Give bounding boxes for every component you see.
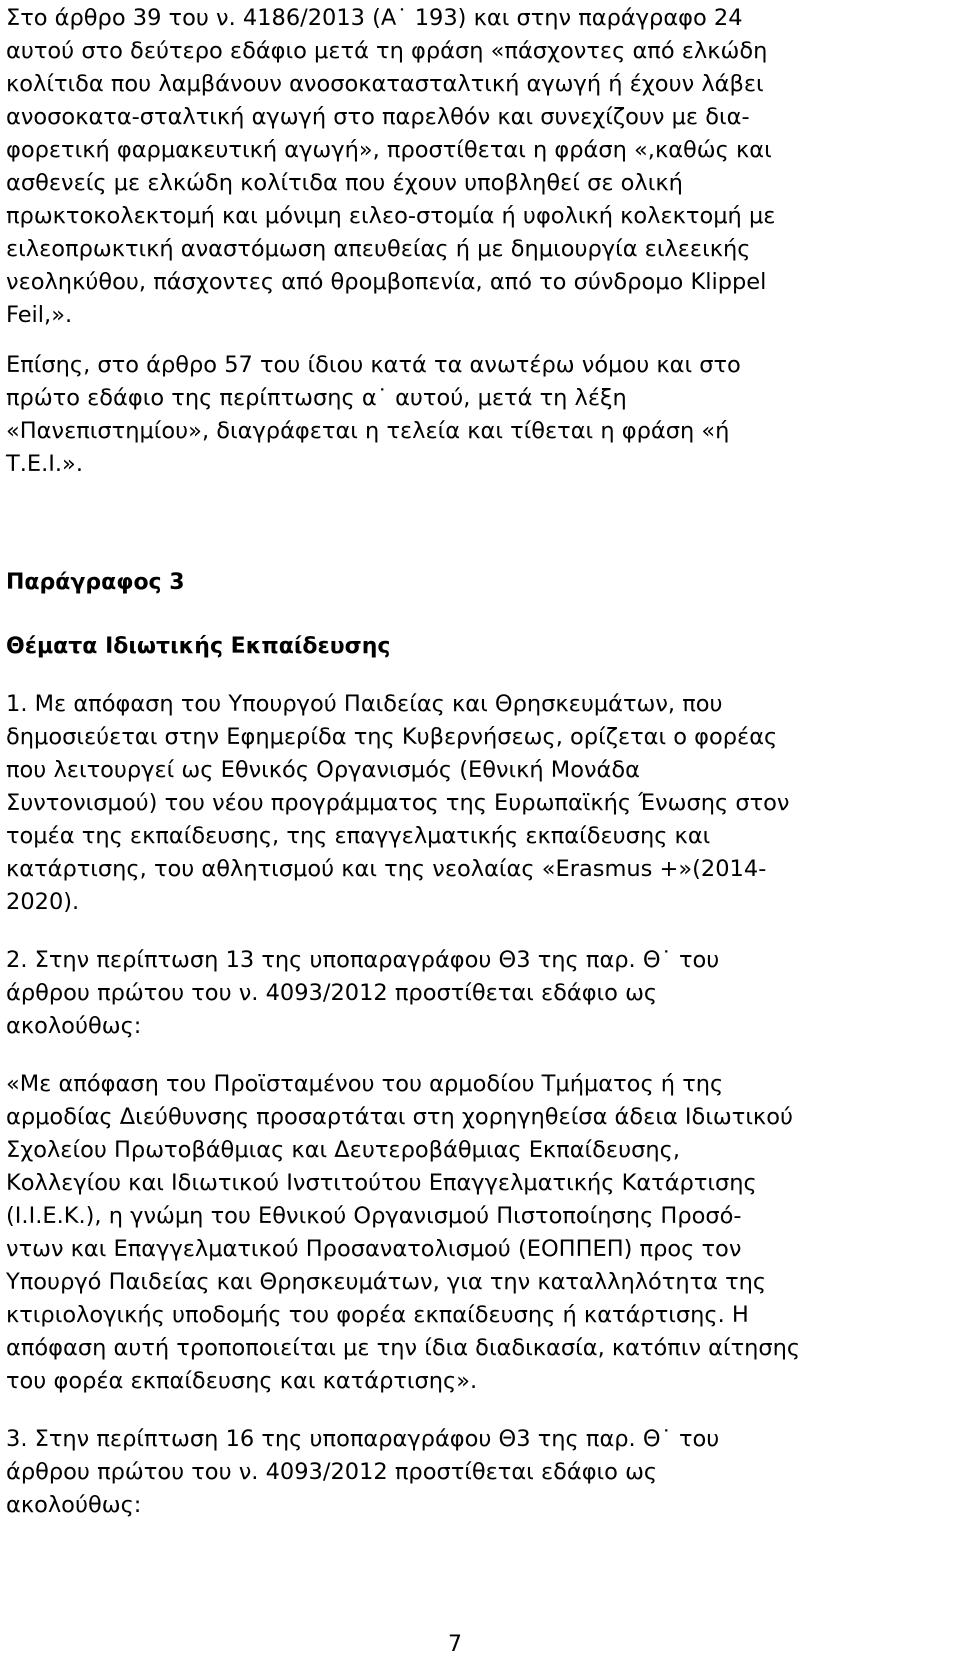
- section-heading: Παράγραφος 3: [6, 570, 185, 595]
- text-line: Επίσης, στο άρθρο 57 του ίδιου κατά τα ανωτέρω νόμου και στο: [6, 352, 741, 378]
- text-line: ασθενείς με ελκώδη κολίτιδα που έχουν υποβληθεί σε ολική: [6, 170, 683, 196]
- text-line: αυτού στο δεύτερο εδάφιο μετά τη φράση «πάσχοντες από ελκώδη: [6, 38, 768, 64]
- paragraph-amendment-article-57: [6, 349, 954, 481]
- text-line: κολίτιδα που λαμβάνουν ανοσοκατασταλτική αγωγή ή έχουν λάβει: [6, 71, 764, 97]
- section-subheading: Θέματα Ιδιωτικής Εκπαίδευσης: [6, 634, 391, 659]
- text-line: τομέα της εκπαίδευσης, της επαγγελματικής εκπαίδευσης και: [6, 823, 711, 849]
- text-line: φορετική φαρμακευτική αγωγή», προστίθεται η φράση «,καθώς και: [6, 137, 772, 163]
- text-line: δημοσιεύεται στην Εφημερίδα της Κυβερνήσεως, ορίζεται ο φορέας: [6, 724, 778, 750]
- text-line: που λειτουργεί ως Εθνικός Οργανισμός (Εθνική Μονάδα: [6, 757, 640, 783]
- text-line: 2. Στην περίπτωση 13 της υποπαραγράφου Θ3 της παρ. Θ˙ του: [6, 947, 720, 973]
- text-line: 3. Στην περίπτωση 16 της υποπαραγράφου Θ3 της παρ. Θ˙ του: [6, 1426, 720, 1452]
- text-line: ακολούθως:: [6, 1013, 142, 1039]
- page-number: 7: [448, 1632, 462, 1657]
- paragraph-amendment-article-39: [6, 2, 954, 332]
- list-item-1: [6, 688, 954, 919]
- text-line: ντων και Επαγγελματικού Προσανατολισμού (ΕΟΠΠΕΠ) προς τον: [6, 1236, 742, 1262]
- text-line: 1. Με απόφαση του Υπουργού Παιδείας και Θρησκευμάτων, που: [6, 691, 723, 717]
- text-line: ακολούθως:: [6, 1492, 142, 1518]
- text-line: πρωκτοκολεκτομή και μόνιμη ειλεο-στομία ή υφολική κολεκτομή με: [6, 203, 776, 229]
- text-line: Τ.Ε.Ι.».: [6, 451, 83, 477]
- text-line: Feil,».: [6, 302, 73, 328]
- text-line: 2020).: [6, 889, 80, 915]
- text-line: ανοσοκατα-σταλτική αγωγή στο παρελθόν και συνεχίζουν με δια-: [6, 104, 750, 130]
- text-line: Συντονισμού) του νέου προγράμματος της Ευρωπαϊκής Ένωσης στον: [6, 790, 790, 816]
- text-line: «Με απόφαση του Προϊσταμένου του αρμοδίου Τμήματος ή της: [6, 1071, 724, 1097]
- text-line: (Ι.Ι.Ε.Κ.), η γνώμη του Εθνικού Οργανισμού Πιστοποίησης Προσό-: [6, 1203, 742, 1229]
- text-line: κτιριολογικής υποδομής του φορέα εκπαίδευσης ή κατάρτισης. Η: [6, 1302, 749, 1328]
- text-line: ειλεοπρωκτική αναστόμωση απευθείας ή με δημιουργία ειλεεικής: [6, 236, 751, 262]
- text-line: Υπουργό Παιδείας και Θρησκευμάτων, για την καταλληλότητα της: [6, 1269, 767, 1295]
- quoted-provision: [6, 1068, 954, 1398]
- list-item-2: [6, 944, 954, 1043]
- text-line: νεοληκύθου, πάσχοντες από θρομβοπενία, από το σύνδρομο Klippel: [6, 269, 767, 295]
- text-line: κατάρτισης, του αθλητισμού και της νεολαίας «Erasmus +»(2014-: [6, 856, 767, 882]
- text-line: Κολλεγίου και Ιδιωτικού Ινστιτούτου Επαγγελματικής Κατάρτισης: [6, 1170, 757, 1196]
- text-line: άρθρου πρώτου του ν. 4093/2012 προστίθεται εδάφιο ως: [6, 1459, 658, 1485]
- text-line: απόφαση αυτή τροποποιείται με την ίδια διαδικασία, κατόπιν αίτησης: [6, 1335, 801, 1361]
- text-line: του φορέα εκπαίδευσης και κατάρτισης».: [6, 1368, 478, 1394]
- text-line: Στο άρθρο 39 του ν. 4186/2013 (Α˙ 193) και στην παράγραφο 24: [6, 5, 743, 31]
- text-line: αρμοδίας Διεύθυνσης προσαρτάται στη χορηγηθείσα άδεια Ιδιωτικού: [6, 1104, 793, 1130]
- text-line: άρθρου πρώτου του ν. 4093/2012 προστίθεται εδάφιο ως: [6, 980, 658, 1006]
- list-item-3: [6, 1423, 954, 1522]
- text-line: πρώτο εδάφιο της περίπτωσης α˙ αυτού, μετά τη λέξη: [6, 385, 627, 411]
- text-line: «Πανεπιστημίου», διαγράφεται η τελεία και τίθεται η φράση «ή: [6, 418, 730, 444]
- text-line: Σχολείου Πρωτοβάθμιας και Δευτεροβάθμιας Εκπαίδευσης,: [6, 1137, 680, 1163]
